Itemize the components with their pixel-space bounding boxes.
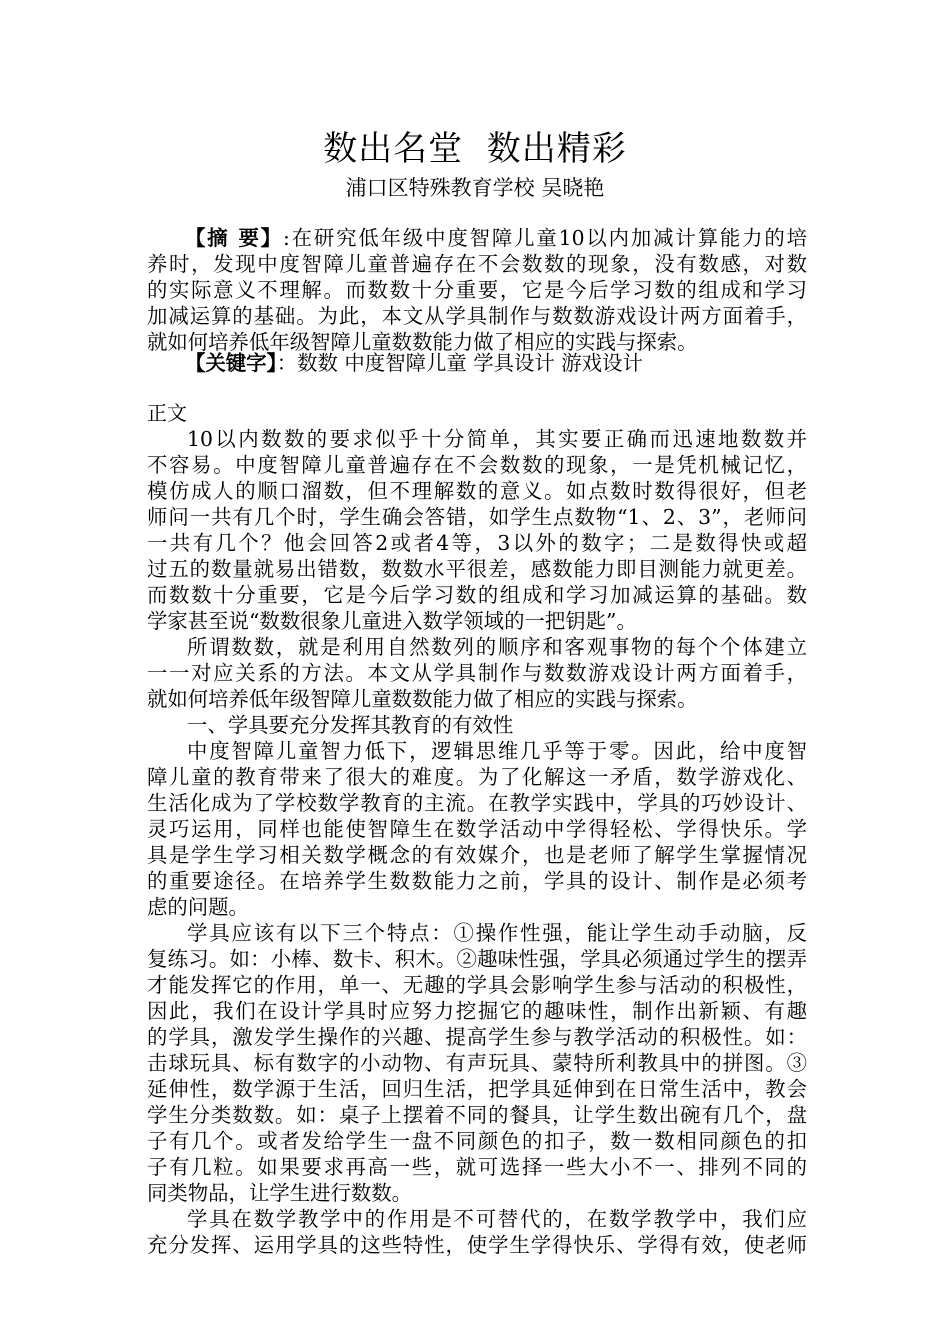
- body-line: 就如何培养低年级智障儿童数数能力做了相应的实践与探索。: [147, 687, 698, 711]
- body-line: 10以内数数的要求似乎十分简单，其实要正确而迅速地数数并: [187, 427, 807, 451]
- keywords-text: ：数数 中度智障儿童 学具设计 游戏设计: [276, 351, 643, 375]
- body-line: 子有几粒。如果要求再高一些，就可选择一些大小不一、排列不同的: [147, 1155, 807, 1179]
- body-line: 过五的数量就易出错数，数数水平很差，感数能力即目测能力就更差。: [147, 557, 807, 581]
- body-line: 充分发挥、运用学具的这些特性，使学生学得快乐、学得有效，使老师: [147, 1233, 807, 1257]
- body-line: 师问一共有几个时，学生确会答错，如学生点数物“1、2、3”，老师问: [147, 505, 807, 529]
- keywords-line: [185, 350, 807, 376]
- section-heading: 正文: [147, 401, 187, 425]
- body-line: 同类物品，让学生进行数数。: [147, 1181, 413, 1205]
- body-line: 灵巧运用，同样也能使智障生在数学活动中学得轻松、学得快乐。学: [147, 817, 807, 841]
- body-line: 学家甚至说“数数很象儿童进入数学领域的一把钥匙”。: [147, 609, 637, 633]
- body-line: 复练习。如：小棒、数卡、积木。②趣味性强，学具必须通过学生的摆弄: [147, 947, 807, 971]
- body-line: 不容易。中度智障儿童普遍存在不会数数的现象，一是凭机械记忆，: [147, 453, 807, 477]
- abstract-line: 养时，发现中度智障儿童普遍存在不会数数的现象，没有数感，对数: [147, 252, 807, 276]
- abstract-line: 加减运算的基础。为此，本文从学具制作与数数游戏设计两方面着手，: [147, 304, 807, 328]
- body-line: 学具应该有以下三个特点：①操作性强，能让学生动手动脑，反: [187, 921, 807, 945]
- body-line: 击球玩具、标有数字的小动物、有声玩具、蒙特所利教具中的拼图。③: [147, 1051, 807, 1075]
- body-line: 学具在数学教学中的作用是不可替代的，在数学教学中，我们应: [187, 1207, 807, 1231]
- body-line: 子有几个。或者发给学生一盘不同颜色的扣子，数一数相同颜色的扣: [147, 1129, 807, 1153]
- body-line: 生活化成为了学校数学教育的主流。在教学实践中，学具的巧妙设计、: [147, 791, 807, 815]
- body-line: 一共有几个？他会回答2或者4等，3以外的数字；二是数得快或超: [147, 531, 807, 555]
- body-line: 因此，我们在设计学具时应努力挖掘它的趣味性，制作出新颖、有趣: [147, 999, 807, 1023]
- body-line: 模仿成人的顺口溜数，但不理解数的意义。如点数时数得很好，但老: [147, 479, 807, 503]
- body-line: 具是学生学习相关数学概念的有效媒介，也是老师了解学生掌握情况: [147, 843, 807, 867]
- body-line: 虑的问题。: [147, 895, 249, 919]
- body-line: 学生分类数数。如：桌子上摆着不同的餐具，让学生数出碗有几个，盘: [147, 1103, 807, 1127]
- body-line: 延伸性，数学源于生活，回归生活，把学具延伸到在日常生活中，教会: [147, 1077, 807, 1101]
- body-line: 的重要途径。在培养学生数数能力之前，学具的设计、制作是必须考: [147, 869, 807, 893]
- page-title: 数出名堂 数出精彩: [323, 129, 627, 169]
- body-line: 中度智障儿童智力低下，逻辑思维几乎等于零。因此，给中度智: [187, 739, 807, 763]
- body-line: 一一对应关系的方法。本文从学具制作与数数游戏设计两方面着手，: [147, 661, 807, 685]
- abstract-line: 就如何培养低年级智障儿童数数能力做了相应的实践与探索。: [147, 330, 698, 354]
- subsection-heading: 一、学具要充分发挥其教育的有效性: [187, 713, 514, 737]
- abstract-line: 的实际意义不理解。而数数十分重要，它是今后学习数的组成和学习: [147, 278, 807, 302]
- body-line: 障儿童的教育带来了很大的难度。为了化解这一矛盾，数学游戏化、: [147, 765, 807, 789]
- keywords-label: 【关键字】: [185, 351, 277, 375]
- abstract-line: 【摘 要】:在研究低年级中度智障儿童10以内加减计算能力的培: [185, 226, 807, 250]
- author-line: 浦口区特殊教育学校 吴晓艳: [345, 176, 605, 200]
- body-line: 才能发挥它的作用，单一、无趣的学具会影响学生参与活动的积极性，: [147, 973, 807, 997]
- abstract-label: 【摘 要】: [185, 226, 283, 250]
- body-line: 的学具，激发学生操作的兴趣、提高学生参与教学活动的积极性。如：: [147, 1025, 807, 1049]
- body-line: 所谓数数，就是利用自然数列的顺序和客观事物的每个个体建立: [187, 635, 807, 659]
- body-line: 而数数十分重要，它是今后学习数的组成和学习加减运算的基础。数: [147, 583, 807, 607]
